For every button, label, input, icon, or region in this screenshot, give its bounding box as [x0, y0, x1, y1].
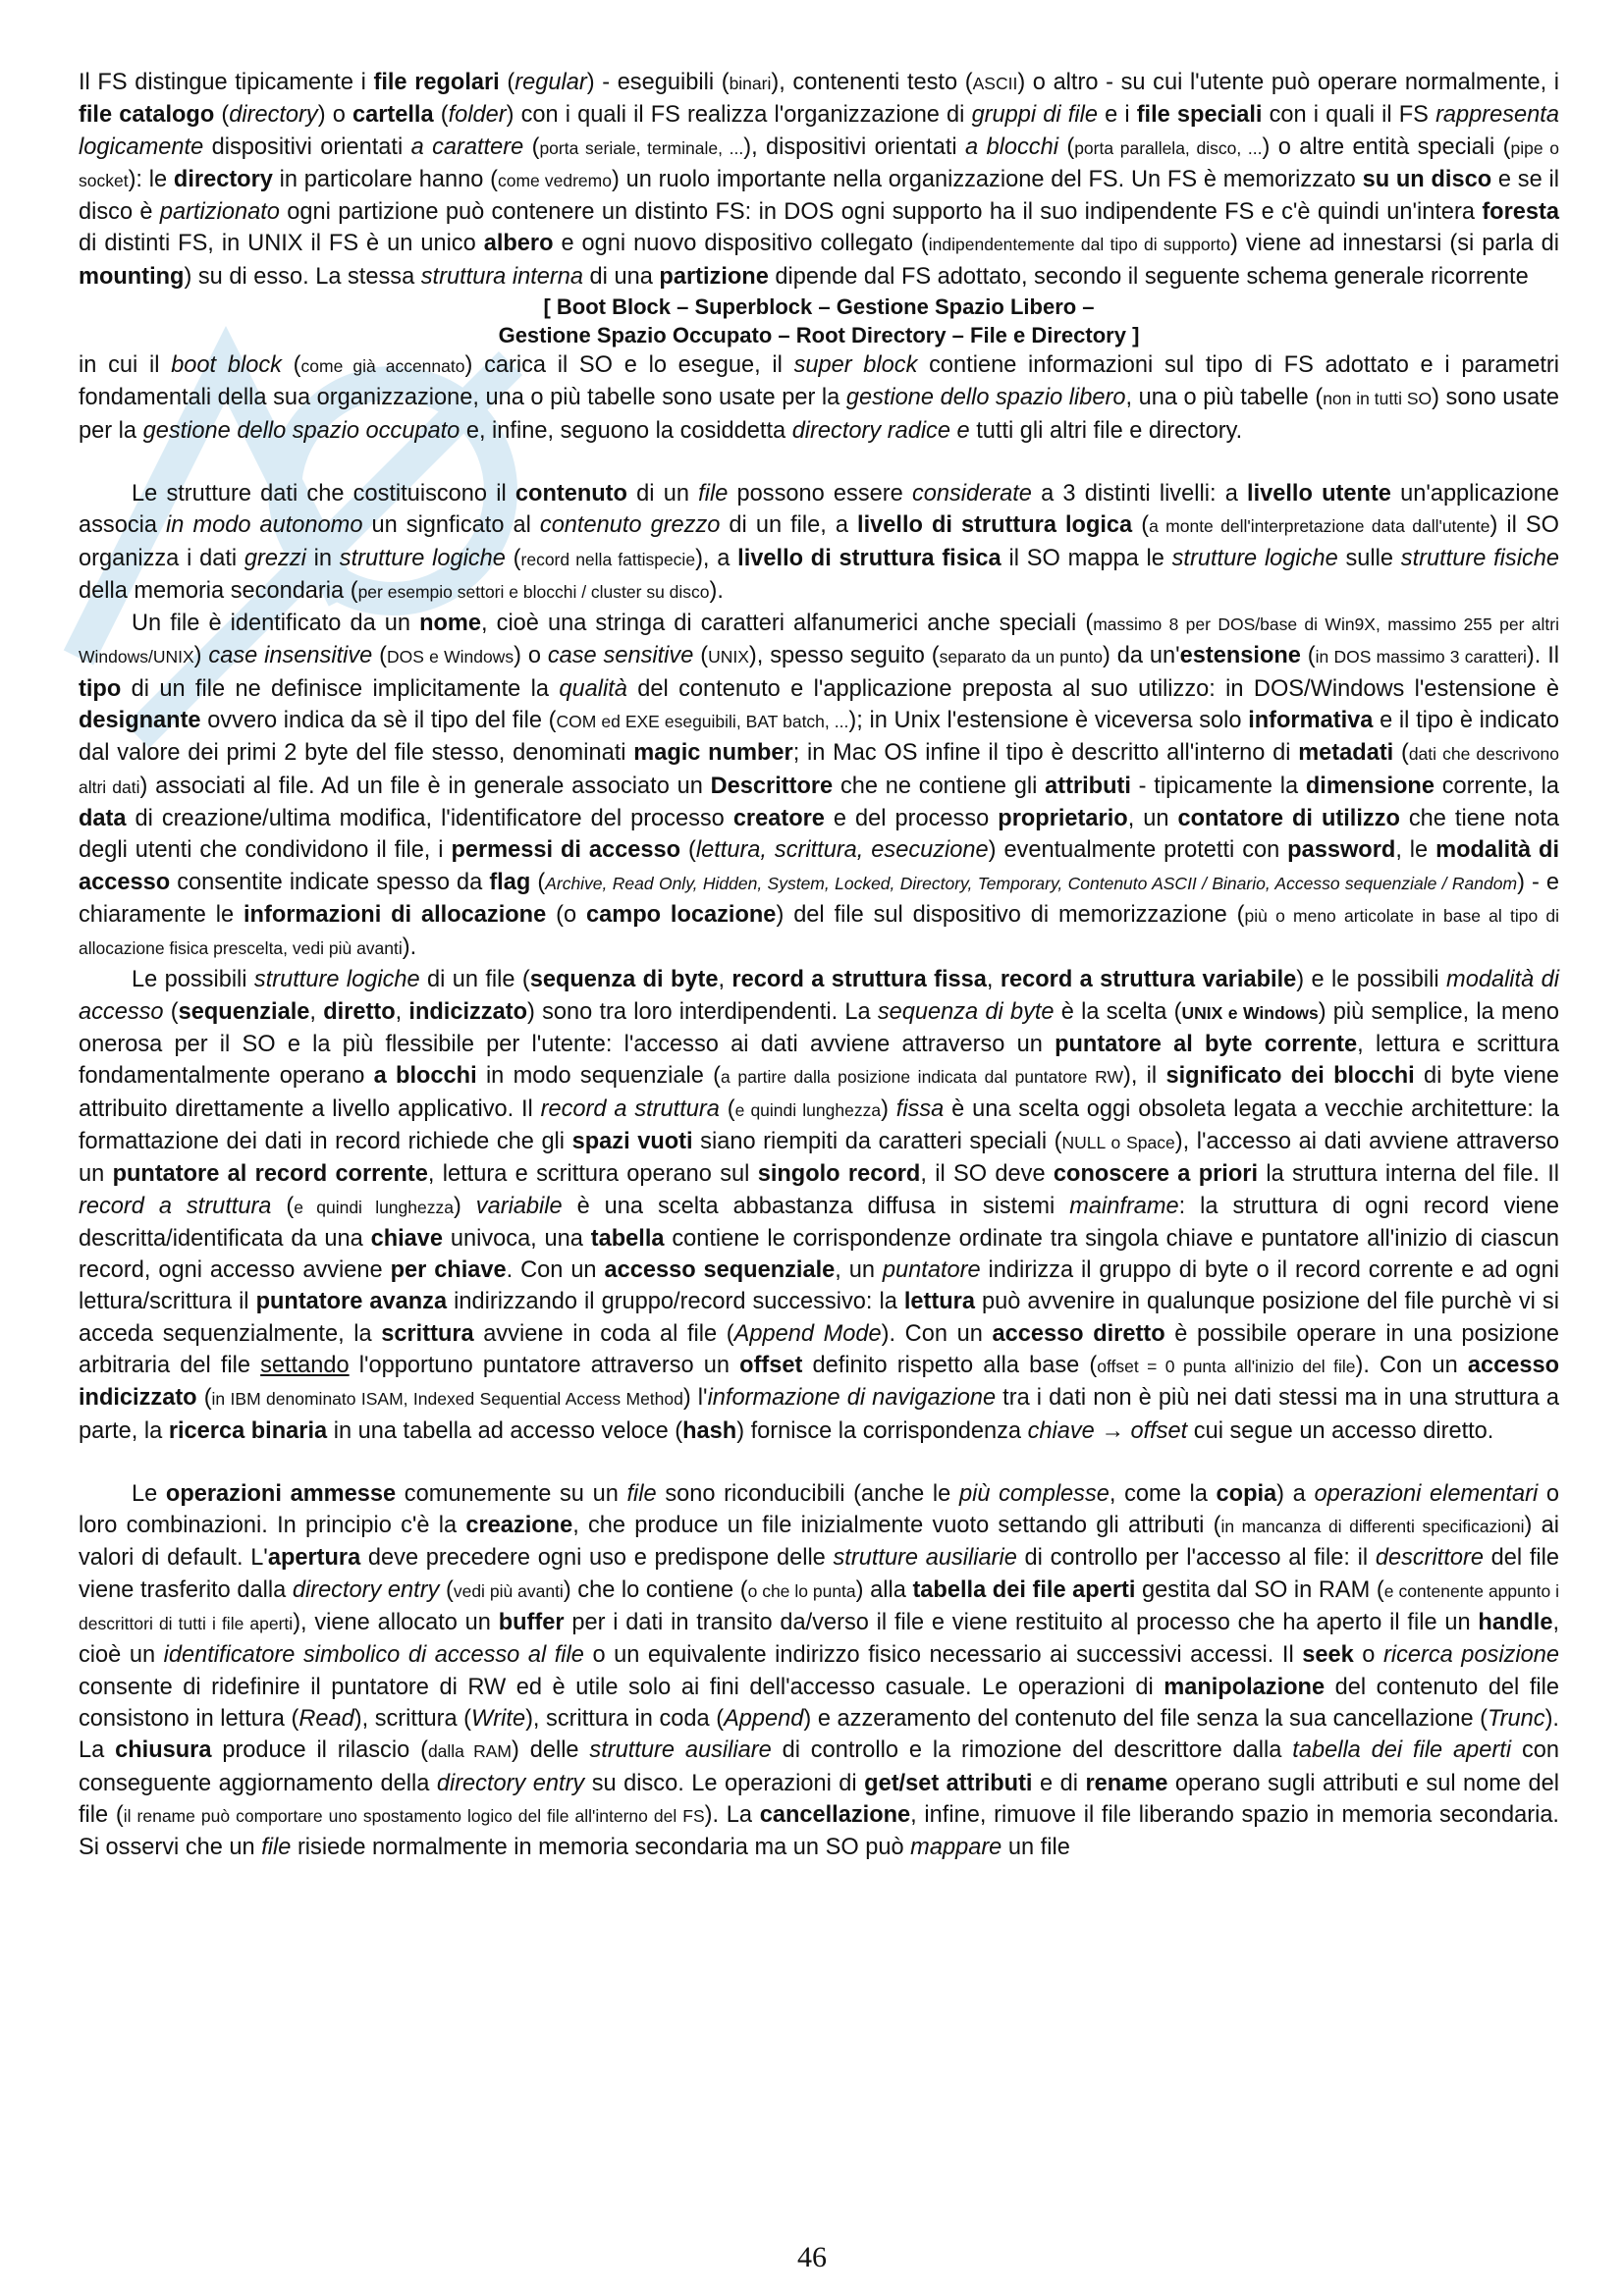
paragraph-file-types: Il FS distingue tipicamente i file regolari (regular) - eseguibili (binari), contenenti testo (ASCII) o altro - su cui l'utente può operare normalmente, i file catalogo (directory) o cartella (folder) con i quali il FS realizza l'organizzazione di gruppi di file e i file speciali con i quali il FS rappresenta logicamente dispositivi orientati a carattere (porta seriale, terminale, ...), dispositivi orientati a blocchi (porta parallela, disco, ...) o altre entità speciali (pipe o socket): le directory in particolare hanno (come vedremo) un ruolo importante nella organizzazione del FS. Un FS è memorizzato su un disco e se il disco è partizionato ogni partizione può contenere un distinto FS: in DOS ogni supporto ha il suo indipendente FS e c'è quindi un'intera foresta di distinti FS, in UNIX il FS è un unico albero e ogni nuovo dispositivo collegato (indipendentemente dal tipo di supporto) viene ad innestarsi (si parla di mounting) su di esso. La stessa struttura interna di una partizione dipende dal FS adottato, secondo il seguente schema generale ricorrente — [79, 70, 1560, 290]
paragraph-partition-structure: in cui il boot block (come già accennato) carica il SO e lo esegue, il super block contiene informazioni sul tipo di FS adottato e i parametri fondamentali della sua organizzazione, una o più tabelle sono usate per la gestione dello spazio libero, una o più tabelle (non in tutti SO) sono usate per la gestione dello spazio occupato e, infine, seguono la cosiddetta directory radice e tutti gli altri file e directory. — [79, 352, 1560, 444]
page-number: 46 — [797, 2241, 827, 2273]
schema-line-2: Gestione Spazio Occupato – Root Directory – File e Directory ] — [498, 323, 1140, 348]
paragraph-logical-structures: Le possibili strutture logiche di un file (sequenza di byte, record a struttura fissa, record a struttura variabile) e le possibili modalità di accesso (sequenziale, diretto, indicizzato) sono tra loro interdipendenti. La sequenza di byte è la scelta (UNIX e Windows) più semplice, la meno onerosa per il SO e la più flessibile per l'utente: l'accesso ai dati avviene attraverso un puntatore al byte corrente, lettura e scrittura fondamentalmente operano a blocchi in modo sequenziale (a partire dalla posizione indicata dal puntatore RW), il significato dei blocchi di byte viene attribuito direttamente a livello applicativo. Il record a struttura (e quindi lunghezza) fissa è una scelta oggi obsoleta legata a vecchie architetture: la formattazione dei dati in record richiede che gli spazi vuoti siano riempiti da caratteri speciali (NULL o Space), l'accesso ai dati avviene attraverso un puntatore al record corrente, lettura e scrittura operano sul singolo record, il SO deve conoscere a priori la struttura interna del file. Il record a struttura (e quindi lunghezza) variabile è una scelta abbastanza diffusa in sistemi mainframe: la struttura di ogni record viene descritta/identificata da una chiave univoca, una tabella contiene le corrispondenze ordinate tra singola chiave e puntatore all'inizio di ciascun record, ogni accesso avviene per chiave. Con un accesso sequenziale, un puntatore indirizza il gruppo di byte o il record corrente e ad ogni lettura/scrittura il puntatore avanza indirizzando il gruppo/record successivo: la lettura può avvenire in qualunque posizione del file purchè vi si acceda sequenzialmente, la scrittura avviene in coda al file (Append Mode). Con un accesso diretto è possibile operare in una posizione arbitraria del file settando l'opportuno puntatore attraverso un offset definito rispetto alla base (offset = 0 punta all'inizio del file). Con un accesso indicizzato (in IBM denominato ISAM, Indexed Sequential Access Method) l'informazione di navigazione tra i dati non è più nei dati stessi ma in una struttura a parte, la ricerca binaria in una tabella ad accesso veloce (hash) fornisce la corrispondenza chiave → offset cui segue un accesso diretto. — [79, 967, 1560, 1444]
paragraph-file-operations: Le operazioni ammesse comunemente su un file sono riconducibili (anche le più complesse, come la copia) a operazioni elementari o loro combinazioni. In principio c'è la creazione, che produce un file inizialmente vuoto settando gli attributi (in mancanza di differenti specificazioni) ai valori di default. L'apertura deve precedere ogni uso e predispone delle strutture ausiliarie di controllo per l'accesso al file: il descrittore del file viene trasferito dalla directory entry (vedi più avanti) che lo contiene (o che lo punta) alla tabella dei file aperti gestita dal SO in RAM (e contenente appunto i descrittori di tutti i file aperti), viene allocato un buffer per i dati in transito da/verso il file e viene restituito al processo che ha aperto il file un handle, cioè un identificatore simbolico di accesso al file o un equivalente indirizzo fisico necessario ai successivi accessi. Il seek o ricerca posizione consente di ridefinire il puntatore di RW ed è utile solo ai fini dell'accesso casuale. Le operazioni di manipolazione del contenuto del file consistono in lettura (Read), scrittura (Write), scrittura in coda (Append) e azzeramento del contenuto del file senza la sua cancellazione (Trunc). La chiusura produce il rilascio (dalla RAM) delle strutture ausiliare di controllo e la rimozione del descrittore dalla tabella dei file aperti con conseguente aggiornamento della directory entry su disco. Le operazioni di get/set attributi e di rename operano sugli attributi e sul nome del file (il rename può comportare uno spostamento logico del file all'interno del FS). La cancellazione, infine, rimuove il file liberando spazio in memoria secondaria. Si osservi che un file risiede normalmente in memoria secondaria ma un SO può mappare un file — [79, 1480, 1560, 1861]
schema-line-1: [ Boot Block – Superblock – Gestione Spazio Libero – — [543, 294, 1095, 320]
paragraph-file-name-and-descriptor: Un file è identificato da un nome, cioè una stringa di caratteri alfanumerici anche speciali (massimo 8 per DOS/base di Win9X, massimo 255 per altri Windows/UNIX) case insensitive (DOS e Windows) o case sensitive (UNIX), spesso seguito (separato da un punto) da un'estensione (in DOS massimo 3 caratteri). Il tipo di un file ne definisce implicitamente la qualità del contenuto e l'applicazione preposta al suo utilizzo: in DOS/Windows l'estensione è designante ovvero indica da sè il tipo del file (COM ed EXE eseguibili, BAT batch, ...); in Unix l'estensione è viceversa solo informativa e il tipo è indicato dal valore dei primi 2 byte del file stesso, denominati magic number; in Mac OS infine il tipo è descritto all'interno di metadati (dati che descrivono altri dati) associati al file. Ad un file è in generale associato un Descrittore che ne contiene gli attributi - tipicamente la dimensione corrente, la data di creazione/ultima modifica, l'identificatore del processo creatore e del processo proprietario, un contatore di utilizzo che tiene nota degli utenti che condividono il file, i permessi di accesso (lettura, scrittura, esecuzione) eventualmente protetti con password, le modalità di accesso consentite indicate spesso da flag (Archive, Read Only, Hidden, System, Locked, Directory, Temporary, Contenuto ASCII / Binario, Accesso sequenziale / Random) - e chiaramente le informazioni di allocazione (o campo locazione) del file sul dispositivo di memorizzazione (più o meno articolate in base al tipo di allocazione fisica prescelta, vedi più avanti). — [79, 611, 1560, 961]
page-body — [79, 67, 1559, 1863]
partition-schema — [79, 293, 1559, 349]
paragraph-content-levels: Le strutture dati che costituiscono il contenuto di un file possono essere considerate a 3 distinti livelli: a livello utente un'applicazione associa in modo autonomo un signficato al contenuto grezzo di un file, a livello di struttura logica (a monte dell'interpretazione data dall'utente) il SO organizza i dati grezzi in strutture logiche (record nella fattispecie), a livello di struttura fisica il SO mappa le strutture logiche sulle strutture fisiche della memoria secondaria (per esempio settori e blocchi / cluster su disco). — [79, 480, 1559, 604]
